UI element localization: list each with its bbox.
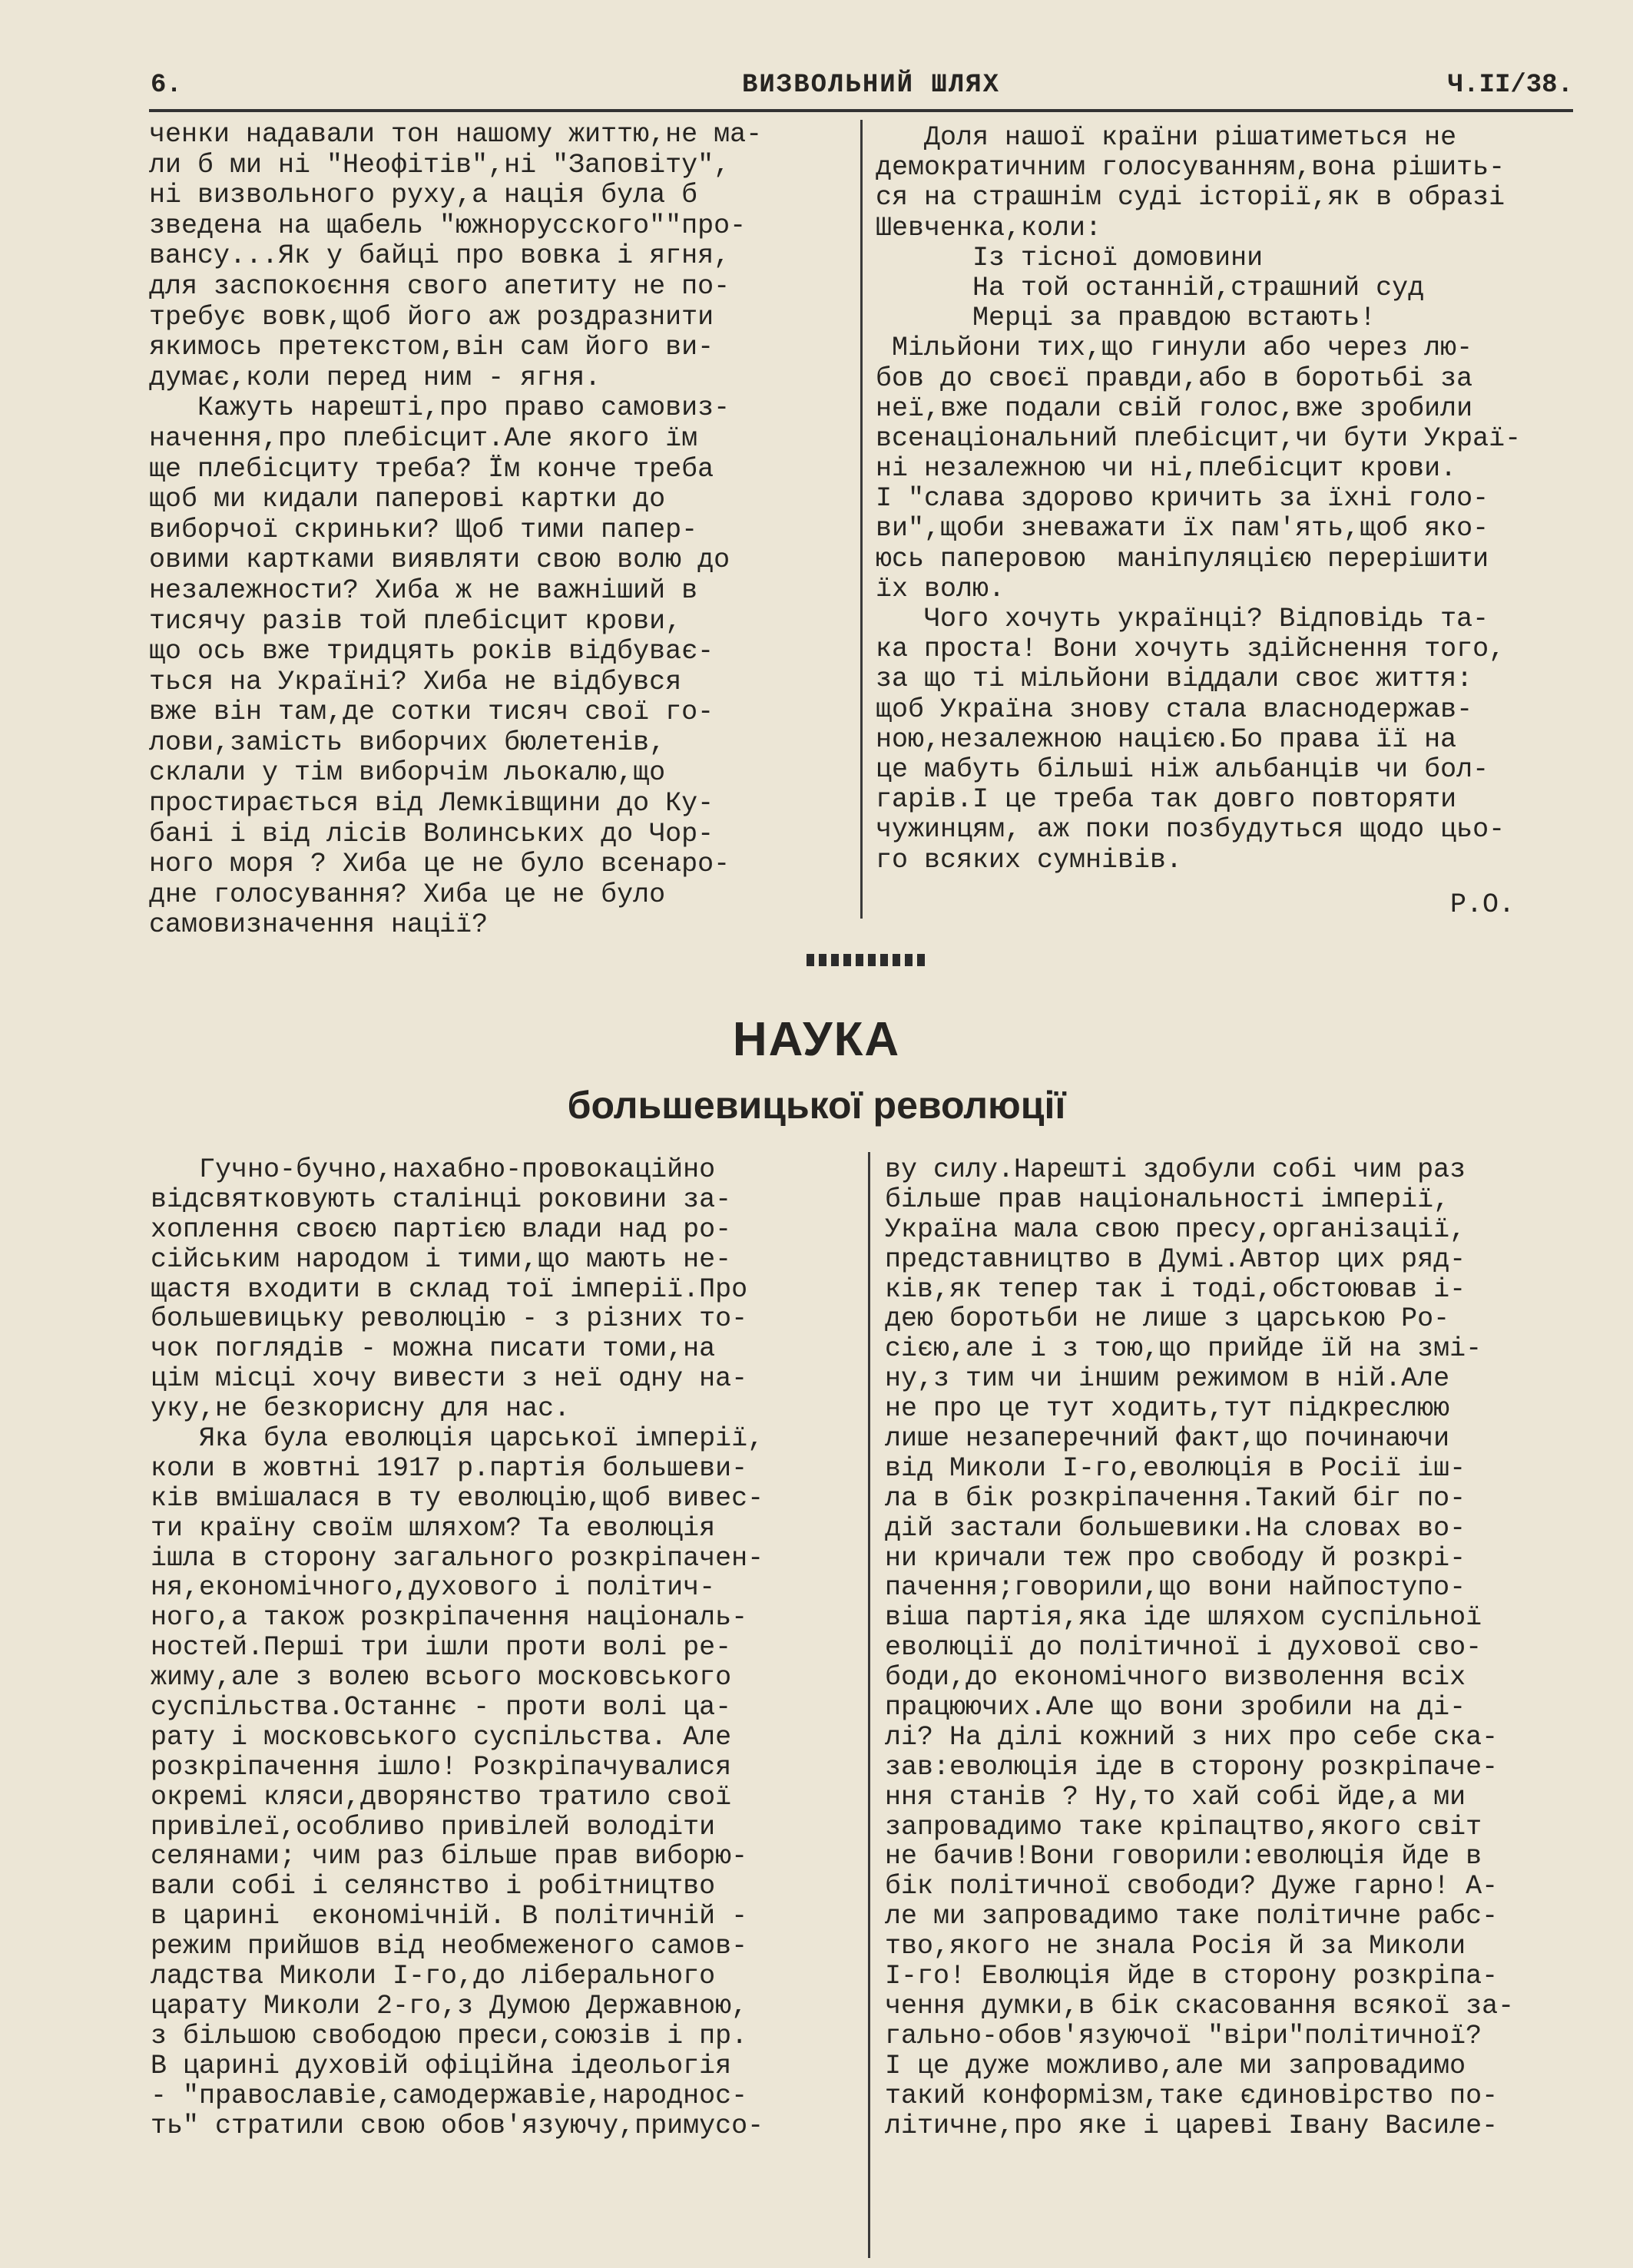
text-line: го всяких сумнівів. xyxy=(876,844,1183,876)
text-line: гально-обов'язуючої "віри"політичної? xyxy=(885,2020,1482,2051)
text-line: вансу...Як у байці про вовка і ягня, xyxy=(149,240,730,272)
text-line: ть" стратили свою обов'язуючу,примусо- xyxy=(151,2110,764,2141)
text-line: ся на страшнім суді історії,як в образі xyxy=(876,182,1505,214)
text-line: ного,а також розкріпачення національ- xyxy=(151,1602,748,1634)
text-line: окремі кляси,дворянство тратило свої xyxy=(151,1781,732,1813)
text-line: Мільйони тих,що гинули або через лю- xyxy=(876,333,1473,364)
text-line: требує вовк,щоб його аж роздразнити xyxy=(149,301,714,333)
text-line: щоб Україна знову стала власнодержав- xyxy=(876,694,1473,725)
text-line: ченки надавали тон нашому життю,не ма- xyxy=(149,119,763,150)
text-line: привілеї,особливо привілей володіти xyxy=(151,1811,716,1843)
text-line: Україна мала свою пресу,організації, xyxy=(885,1213,1466,1245)
text-line: В царині духовій офіційна ідеольогія xyxy=(151,2050,732,2081)
text-line: щоб ми кидали паперові картки до xyxy=(149,484,666,515)
text-line: всенаціональний плебісцит,чи бути Украї- xyxy=(876,422,1522,454)
top-left-column xyxy=(149,120,762,941)
text-line: ли б ми ні "Неофітів",ні "Заповіту", xyxy=(149,149,730,180)
text-line: Доля нашої країни рішатиметься не xyxy=(876,122,1457,153)
text-line: думає,коли перед ним - ягня. xyxy=(149,362,601,393)
text-line: лі? На ділі кожний з них про себе ска- xyxy=(885,1721,1499,1753)
text-line: еволюції до політичної і духової сво- xyxy=(885,1632,1482,1664)
text-line: запровадимо таке кріпацтво,якого світ xyxy=(885,1811,1482,1843)
text-line: склали у тім виборчім льокалю,що xyxy=(149,757,666,789)
author-signature: Р.О. xyxy=(1450,889,1515,920)
text-line: бов до своєї правди,або в боротьбі за xyxy=(876,363,1473,394)
text-line: представництво в Думі.Автор цих ряд- xyxy=(885,1243,1466,1275)
text-line: ною,незалежною нацією.Бо права її на xyxy=(876,723,1457,755)
text-line: простирається від Лемківщини до Ку- xyxy=(149,788,714,819)
text-line: літичне,про яке і цареві Івану Василе- xyxy=(885,2110,1499,2141)
text-line: ня,економічного,духового і політич- xyxy=(151,1572,716,1604)
text-line: працюючих.Але що вони зробили на ді- xyxy=(885,1692,1466,1723)
text-line: - "православіе,самодержавіе,народнос- xyxy=(151,2080,748,2111)
bottom-left-column xyxy=(151,1155,764,2141)
header-rule xyxy=(149,109,1573,112)
text-line: ків вмішалася в ту еволюцію,щоб вивес- xyxy=(151,1482,764,1514)
page-number: 6. xyxy=(151,71,182,100)
text-line: ків,як тепер так і тоді,обстоював і- xyxy=(885,1273,1466,1305)
text-line: якимось претекстом,він сам його ви- xyxy=(149,332,714,363)
text-line: вали собі і селянство і робітництво xyxy=(151,1871,716,1902)
text-line: в царині економічній. В політичній - xyxy=(151,1901,748,1932)
text-line: зведена на щабель "южнорусского""про- xyxy=(149,210,747,241)
text-line: ішла в сторону загального розкріпачен- xyxy=(151,1542,764,1574)
text-line: ни кричали теж про свободу й розкрі- xyxy=(885,1542,1466,1574)
text-line: начення,про плебісцит.Але якого їм xyxy=(149,422,698,454)
text-line: для заспокоєння свого апетиту не по- xyxy=(149,270,730,302)
text-line: На той останній,страшний суд xyxy=(876,272,1425,303)
text-line: І "слава здорово кричить за їхні голо- xyxy=(876,483,1489,515)
text-line: цім місці хочу вивести з неї одну на- xyxy=(151,1363,748,1395)
text-line: сією,але і з тою,що прийде їй на змі- xyxy=(885,1333,1482,1365)
publication-title: ВИЗВОЛЬНИЙ ШЛЯХ xyxy=(742,71,1001,100)
text-line: І це дуже можливо,але ми запровадимо xyxy=(885,2050,1466,2081)
section-title: НАУКА xyxy=(732,1013,901,1066)
text-line: коли в жовтні 1917 р.партія большеви- xyxy=(151,1452,748,1484)
bottom-right-column xyxy=(885,1155,1514,2141)
text-line: Чого хочуть українці? Відповідь та- xyxy=(876,604,1489,634)
text-line: бік політичної свободи? Дуже гарно! А- xyxy=(885,1871,1499,1902)
text-line: ться на Україні? Хиба не відбувся xyxy=(149,666,682,697)
text-line: жиму,але з волею всього московського xyxy=(151,1662,732,1694)
text-line: ну,з тим чи іншим режимом в ній.Але xyxy=(885,1363,1450,1395)
text-line: Кажуть нарешті,про право самовиз- xyxy=(149,392,730,424)
text-line: тисячу разів той плебісцит крови, xyxy=(149,605,682,637)
text-line: з більшою свободою преси,союзів і пр. xyxy=(151,2020,748,2051)
text-line: за що ті мільйони віддали своє життя: xyxy=(876,664,1473,695)
section-subtitle: большевицької революції xyxy=(567,1084,1066,1127)
column-divider-top xyxy=(860,120,863,919)
text-line: такий конформізм,таке єдиновірство по- xyxy=(885,2080,1499,2111)
text-line: демократичним голосуванням,вона рішить- xyxy=(876,152,1505,184)
text-line: ностей.Перші три ішли проти волі ре- xyxy=(151,1632,732,1664)
text-line: Шевченка,коли: xyxy=(876,212,1102,243)
text-line: ладства Миколи І-го,до ліберального xyxy=(151,1961,716,1992)
text-line: розкріпачення ішло! Розкріпачувалися xyxy=(151,1751,732,1783)
page-header xyxy=(151,71,1573,106)
text-line: дне голосування? Хиба це не було xyxy=(149,879,666,910)
text-line: ви",щоби зневажати їх пам'ять,щоб яко- xyxy=(876,513,1489,545)
section-ornament xyxy=(807,954,929,966)
text-line: Гучно-бучно,нахабно-провокаційно xyxy=(151,1154,716,1185)
text-line: хоплення своєю партією влади над ро- xyxy=(151,1213,732,1245)
text-line: дею боротьби не лише з царською Ро- xyxy=(885,1303,1450,1335)
text-line: їх волю. xyxy=(876,573,1005,604)
text-line: ння станів ? Ну,то хай собі йде,а ми xyxy=(885,1781,1466,1813)
text-line: селянами; чим раз більше прав виборю- xyxy=(151,1841,748,1872)
text-line: уку,не безкорисну для нас. xyxy=(151,1393,571,1425)
text-line: дій застали большевики.На словах во- xyxy=(885,1512,1466,1544)
text-line: віша партія,яка іде шляхом суспільної xyxy=(885,1602,1482,1634)
text-line: лише незаперечний факт,що починаючи xyxy=(885,1423,1450,1455)
text-line: неї,вже подали свій голос,вже зробили xyxy=(876,392,1473,424)
text-line: виборчої скриньки? Щоб тими папер- xyxy=(149,514,698,545)
text-line: зав:еволюція іде в сторону розкріпаче- xyxy=(885,1751,1499,1783)
text-line: чок поглядів - можна писати томи,на xyxy=(151,1333,716,1365)
text-line: Мерці за правдою встають! xyxy=(876,303,1376,334)
text-line: ти країну своїм шляхом? Та еволюція xyxy=(151,1512,716,1544)
text-line: ного моря ? Хиба це не було всенаро- xyxy=(149,849,730,880)
text-line: І-го! Еволюція йде в сторону розкріпа- xyxy=(885,1961,1499,1992)
text-line: лови,замість виборчих бюлетенів, xyxy=(149,727,666,758)
text-line: пачення;говорили,що вони найпоступо- xyxy=(885,1572,1466,1604)
text-line: Із тісної домовини xyxy=(876,242,1264,273)
text-line: рату і московського суспільства. Але xyxy=(151,1721,732,1753)
text-line: сійським народом і тими,що мають не- xyxy=(151,1243,732,1275)
column-divider-bottom xyxy=(868,1152,870,2258)
text-line: большевицьку революцію - з різних то- xyxy=(151,1303,748,1335)
text-line: відсвятковують сталінці роковини за- xyxy=(151,1184,732,1215)
text-line: ка проста! Вони хочуть здійснення того, xyxy=(876,634,1505,665)
text-line: юсь паперовою маніпуляцією перерішити xyxy=(876,543,1489,574)
top-right-column xyxy=(876,123,1521,876)
text-line: ні незалежною чи ні,плебісцит крови. xyxy=(876,453,1457,485)
text-line: режим прийшов від необмеженого самов- xyxy=(151,1931,748,1962)
text-line: що ось вже тридцять років відбуває- xyxy=(149,636,714,667)
text-line: гарів.І це треба так довго повторяти xyxy=(876,784,1457,816)
text-line: не бачив!Вони говорили:еволюція йде в xyxy=(885,1841,1482,1872)
text-line: більше прав національності імперії, xyxy=(885,1184,1450,1215)
text-line: ле ми запровадимо таке політичне рабс- xyxy=(885,1901,1499,1932)
text-line: ву силу.Нарешті здобули собі чим раз xyxy=(885,1154,1466,1185)
text-line: бані і від лісів Волинських до Чор- xyxy=(149,818,714,849)
text-line: ні визвольного руху,а нація була б xyxy=(149,180,698,211)
text-line: не про це тут ходить,тут підкреслюю xyxy=(885,1393,1450,1425)
text-line: вже він там,де сотки тисяч свої го- xyxy=(149,697,714,728)
text-line: суспільства.Останнє - проти волі ца- xyxy=(151,1692,732,1723)
text-line: чення думки,в бік скасовання всякої за- xyxy=(885,1990,1515,2021)
text-line: ла в бік розкріпачення.Такий біг по- xyxy=(885,1482,1466,1514)
text-line: тво,якого не знала Росія й за Миколи xyxy=(885,1931,1466,1962)
text-line: ще плебісциту треба? Їм конче треба xyxy=(149,453,714,485)
text-line: царату Миколи 2-го,з Думою Державною, xyxy=(151,1990,748,2021)
text-line: боди,до економічного визволення всіх xyxy=(885,1662,1466,1694)
text-line: незалежности? Хиба ж не важніший в xyxy=(149,574,698,606)
text-line: самовизначення нації? xyxy=(149,909,489,941)
issue-number: Ч.II/38. xyxy=(1447,71,1573,100)
text-line: Яка була еволюція царської імперії, xyxy=(151,1423,764,1455)
text-line: овими картками виявляти свою волю до xyxy=(149,545,730,576)
text-line: чужинцям, аж поки позбудуться щодо цьо- xyxy=(876,814,1505,846)
text-line: щастя входити в склад тої імперії.Про xyxy=(151,1273,748,1305)
text-line: від Миколи І-го,еволюція в Росії іш- xyxy=(885,1452,1466,1484)
text-line: це мабуть більші ніж альбанців чи бол- xyxy=(876,753,1489,785)
